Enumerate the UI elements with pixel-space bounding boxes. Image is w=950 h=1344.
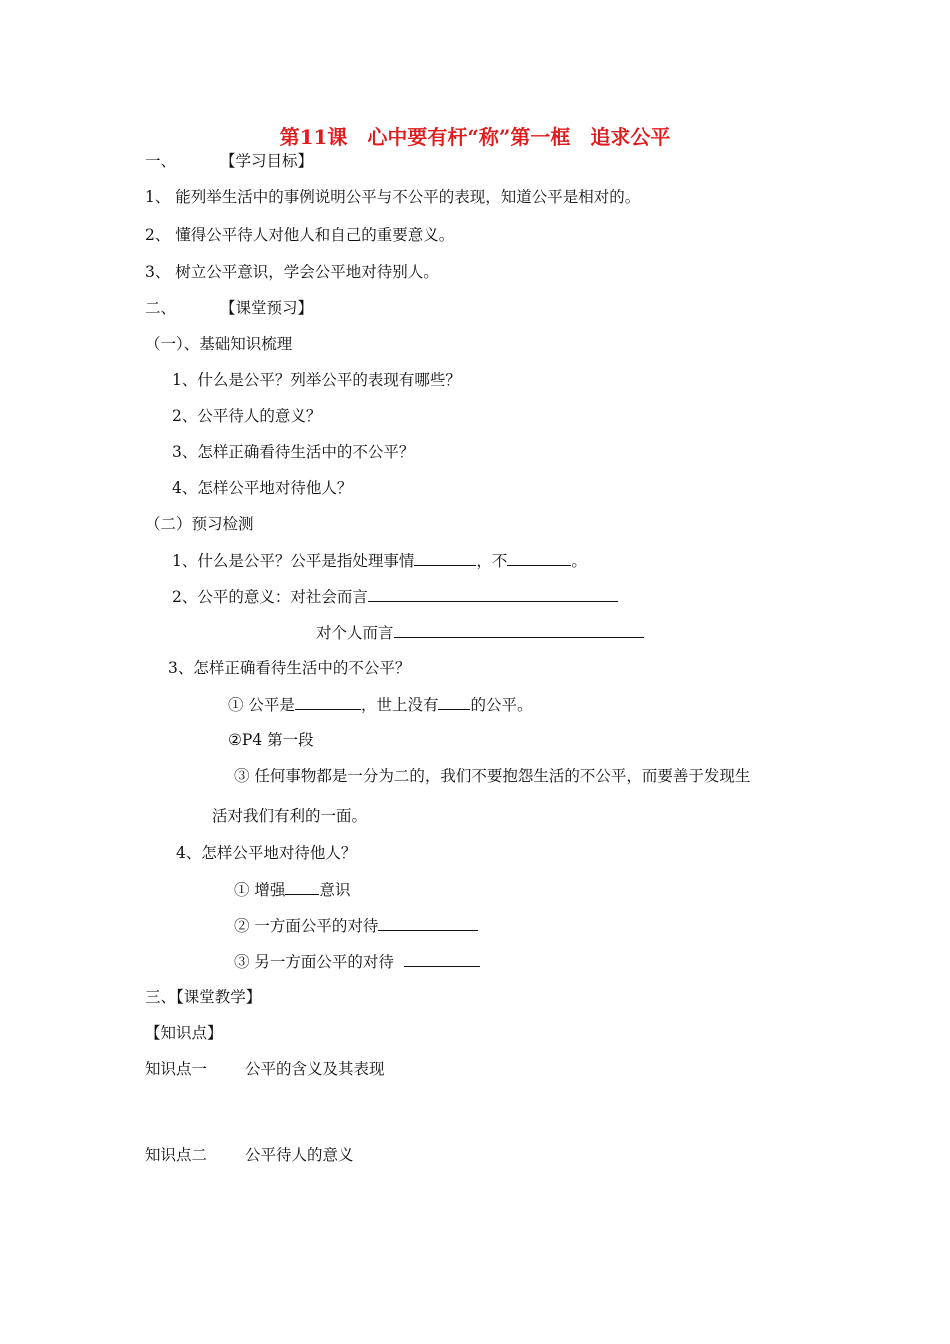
check-q1-text-3: 。 xyxy=(571,552,587,570)
fill-blank[interactable] xyxy=(368,586,618,602)
section1-number: 一、 xyxy=(145,152,177,170)
knowledge-heading: 【知识点】 xyxy=(145,1024,223,1042)
check-q4-point-1 xyxy=(234,879,350,900)
check-q1-text-2: ，不 xyxy=(476,552,508,570)
check-q4: 4、怎样公平地对待他人？ xyxy=(176,844,357,862)
part1-item-3: 3、怎样正确看待生活中的不公平？ xyxy=(172,443,415,461)
fill-blank[interactable] xyxy=(404,951,480,967)
section2-number: 二、 xyxy=(145,299,177,317)
check-q4-point-1-text: ① 增强 xyxy=(234,881,286,899)
check-q3-point-1 xyxy=(228,694,532,715)
check-q4-point-1-text-2: 意识 xyxy=(319,881,351,899)
part2-heading: （二）预习检测 xyxy=(145,515,254,533)
section1-heading xyxy=(145,151,313,171)
check-q2-text: 2、公平的意义：对社会而言 xyxy=(172,588,368,606)
page-title: 第11课 心中要有杆“称”第一框 追求公平 xyxy=(279,125,671,149)
check-q4-point-3-text: ③ 另一方面公平的对待 xyxy=(234,953,394,971)
fill-blank[interactable] xyxy=(438,694,470,710)
fill-blank[interactable] xyxy=(285,879,319,895)
check-q3: 3、怎样正确看待生活中的不公平？ xyxy=(168,659,411,677)
check-q3-point-2: ②P4 第一段 xyxy=(228,731,314,749)
fill-blank[interactable] xyxy=(394,622,644,638)
check-q2-personal xyxy=(316,622,644,643)
fill-blank[interactable] xyxy=(507,550,571,566)
section2-heading xyxy=(145,298,313,318)
section1-title: 【学习目标】 xyxy=(220,152,314,170)
check-q3-point-3: ③ 任何事物都是一分为二的，我们不要抱怨生活的不公平，而要善于发现生 xyxy=(234,767,751,785)
knowledge-point-2-text: 公平待人的意义 xyxy=(245,1146,354,1164)
knowledge-point-2-label: 知识点二 xyxy=(145,1146,208,1164)
check-q1-text: 1、什么是公平？公平是指处理事情 xyxy=(172,552,415,570)
fill-blank[interactable] xyxy=(414,550,476,566)
check-q3-point-1-text-3: 的公平。 xyxy=(470,696,533,714)
check-q4-point-2-text: ② 一方面公平的对待 xyxy=(234,917,379,935)
objective-item-1: 1、 能列举生活中的事例说明公平与不公平的表现，知道公平是相对的。 xyxy=(145,188,641,206)
part1-item-4: 4、怎样公平地对待他人？ xyxy=(172,479,353,497)
check-q1 xyxy=(172,550,587,571)
objective-item-3: 3、 树立公平意识，学会公平地对待别人。 xyxy=(145,263,439,281)
check-q4-point-3 xyxy=(234,951,480,972)
part1-heading: （一）、基础知识梳理 xyxy=(145,335,293,353)
knowledge-point-1 xyxy=(145,1059,385,1079)
section2-title: 【课堂预习】 xyxy=(220,299,314,317)
knowledge-point-2 xyxy=(145,1145,354,1165)
section3-heading: 三、【课堂教学】 xyxy=(145,988,262,1006)
check-q2-personal-text: 对个人而言 xyxy=(316,624,394,642)
knowledge-point-1-text: 公平的含义及其表现 xyxy=(245,1060,385,1078)
fill-blank[interactable] xyxy=(295,694,361,710)
check-q3-point-1-text: ① 公平是 xyxy=(228,696,295,714)
part1-item-1: 1、什么是公平？列举公平的表现有哪些？ xyxy=(172,371,461,389)
objective-item-2: 2、 懂得公平待人对他人和自己的重要意义。 xyxy=(145,226,455,244)
check-q2 xyxy=(172,586,618,607)
check-q3-point-1-text-2: ，世上没有 xyxy=(360,696,439,714)
fill-blank[interactable] xyxy=(378,915,478,931)
check-q4-point-2 xyxy=(234,915,478,936)
knowledge-point-1-label: 知识点一 xyxy=(145,1060,208,1078)
check-q3-point-3-cont: 活对我们有利的一面。 xyxy=(212,807,368,825)
part1-item-2: 2、公平待人的意义？ xyxy=(172,407,322,425)
